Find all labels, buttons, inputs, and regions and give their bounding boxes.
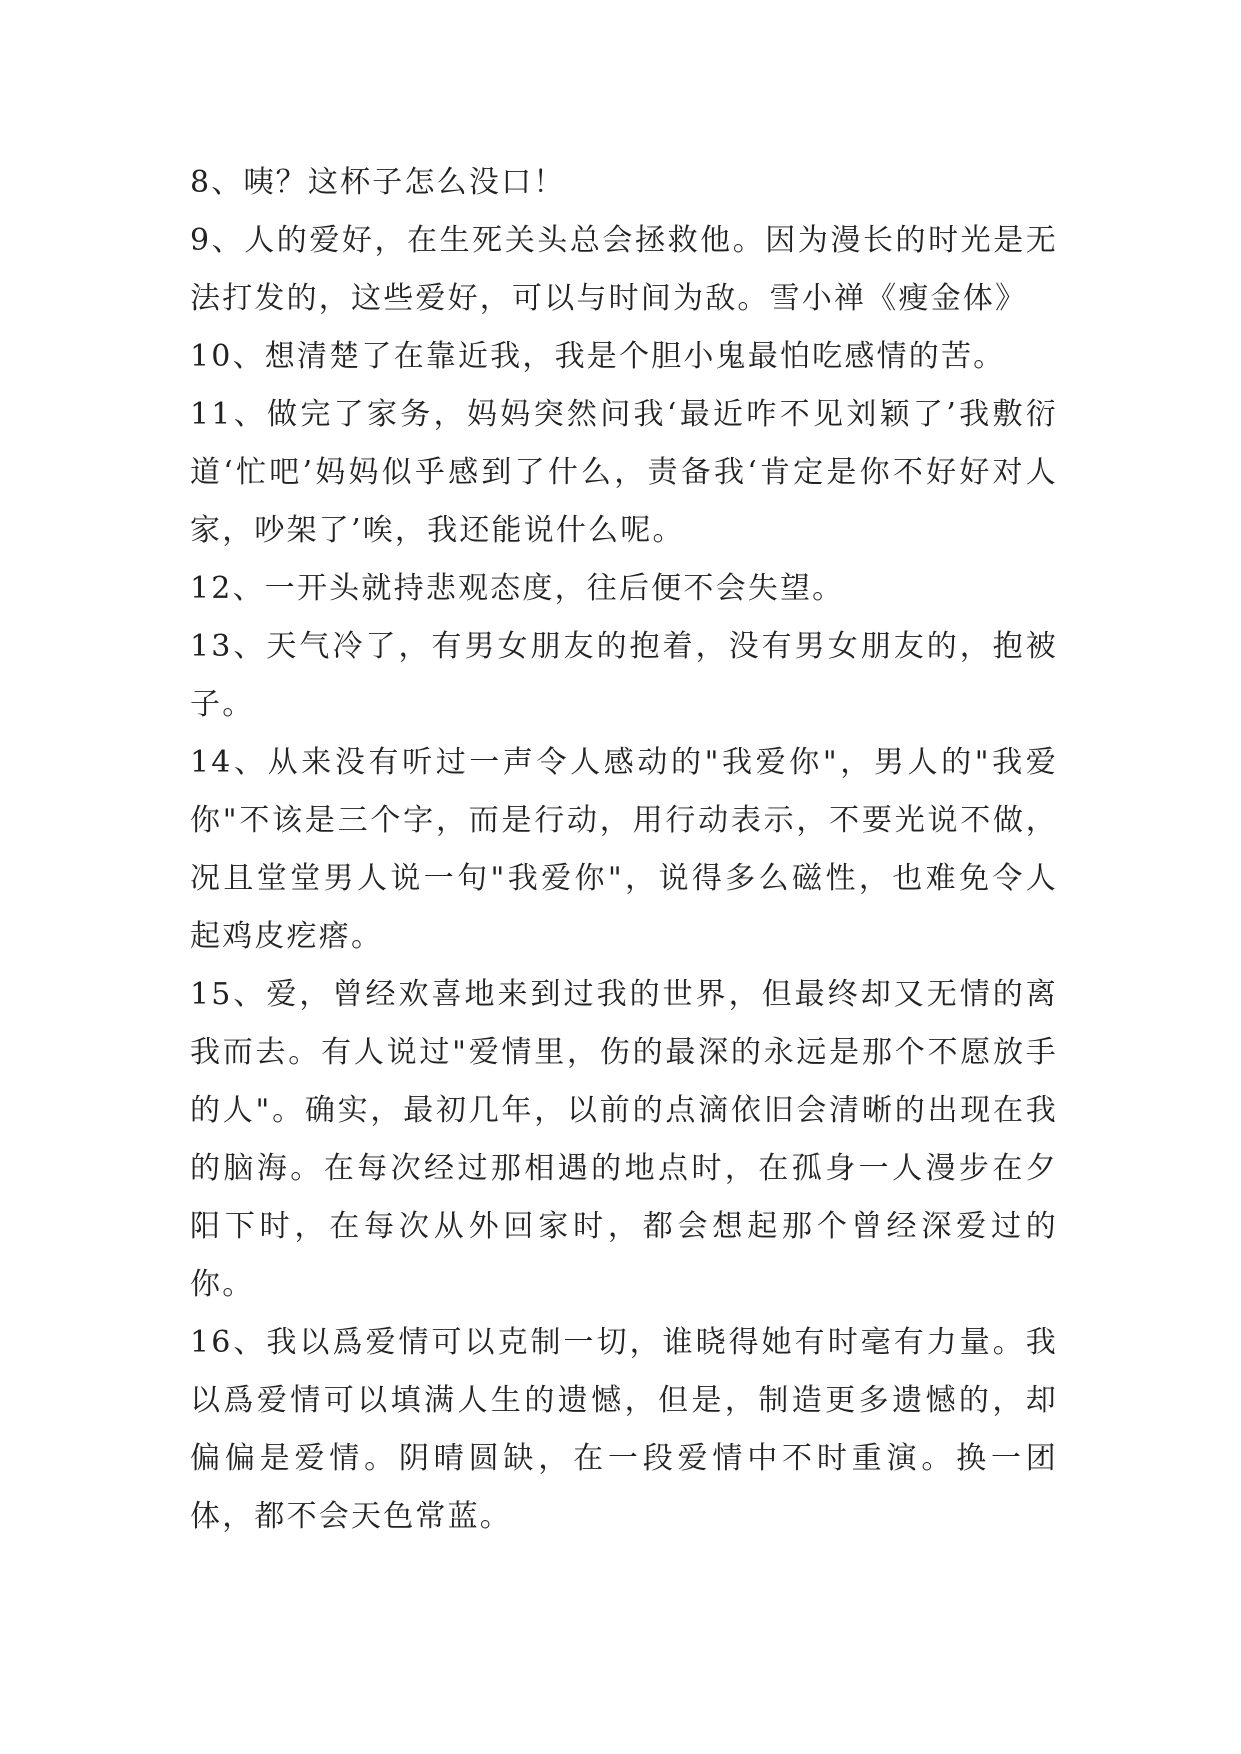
paragraph-item-12: 12、一开头就持悲观态度，往后便不会失望。 bbox=[190, 571, 845, 606]
paragraph-item-10: 10、想清楚了在靠近我，我是个胆小鬼最怕吃感情的苦。 bbox=[190, 339, 1006, 374]
paragraph-item-11: 11、做完了家务，妈妈突然问我‘最近咋不见刘颖了’我敷衍道‘忙吧’妈妈似乎感到了什么，责备我‘肯定是你不好好对人家，吵架了’唉，我还能说什么呢。 bbox=[190, 397, 1058, 548]
paragraph-item-13: 13、天气冷了，有男女朋友的抱着，没有男女朋友的，抱被子。 bbox=[190, 629, 1058, 722]
paragraph-item-15: 15、爱，曾经欢喜地来到过我的世界，但最终却又无情的离我而去。有人说过"爱情里，伤的最深的永远是那个不愿放手的人"。确实，最初几年，以前的点滴依旧会清晰的出现在我的脑海。在每次经过那相遇的地点时，在孤身一人漫步在夕阳下时，在每次从外回家时，都会想起那个曾经深爱过的你。 bbox=[190, 977, 1058, 1302]
paragraph-item-16: 16、我以爲爱情可以克制一切，谁晓得她有时毫有力量。我以爲爱情可以填满人生的遗憾，但是，制造更多遗憾的，却偏偏是爱情。阴晴圆缺，在一段爱情中不时重演。换一团体，都不会天色常蓝。 bbox=[190, 1325, 1058, 1534]
paragraph-item-14: 14、从来没有听过一声令人感动的"我爱你"，男人的"我爱你"不该是三个字，而是行动，用行动表示，不要光说不做，况且堂堂男人说一句"我爱你"，说得多么磁性，也难免令人起鸡皮疙瘩。 bbox=[190, 745, 1058, 954]
paragraph-item-8: 8、咦？这杯子怎么没口！ bbox=[190, 165, 566, 200]
paragraph-item-9: 9、人的爱好，在生死关头总会拯救他。因为漫长的时光是无法打发的，这些爱好，可以与时间为敌。雪小禅《瘦金体》 bbox=[190, 223, 1058, 316]
document-body bbox=[190, 154, 1058, 1546]
